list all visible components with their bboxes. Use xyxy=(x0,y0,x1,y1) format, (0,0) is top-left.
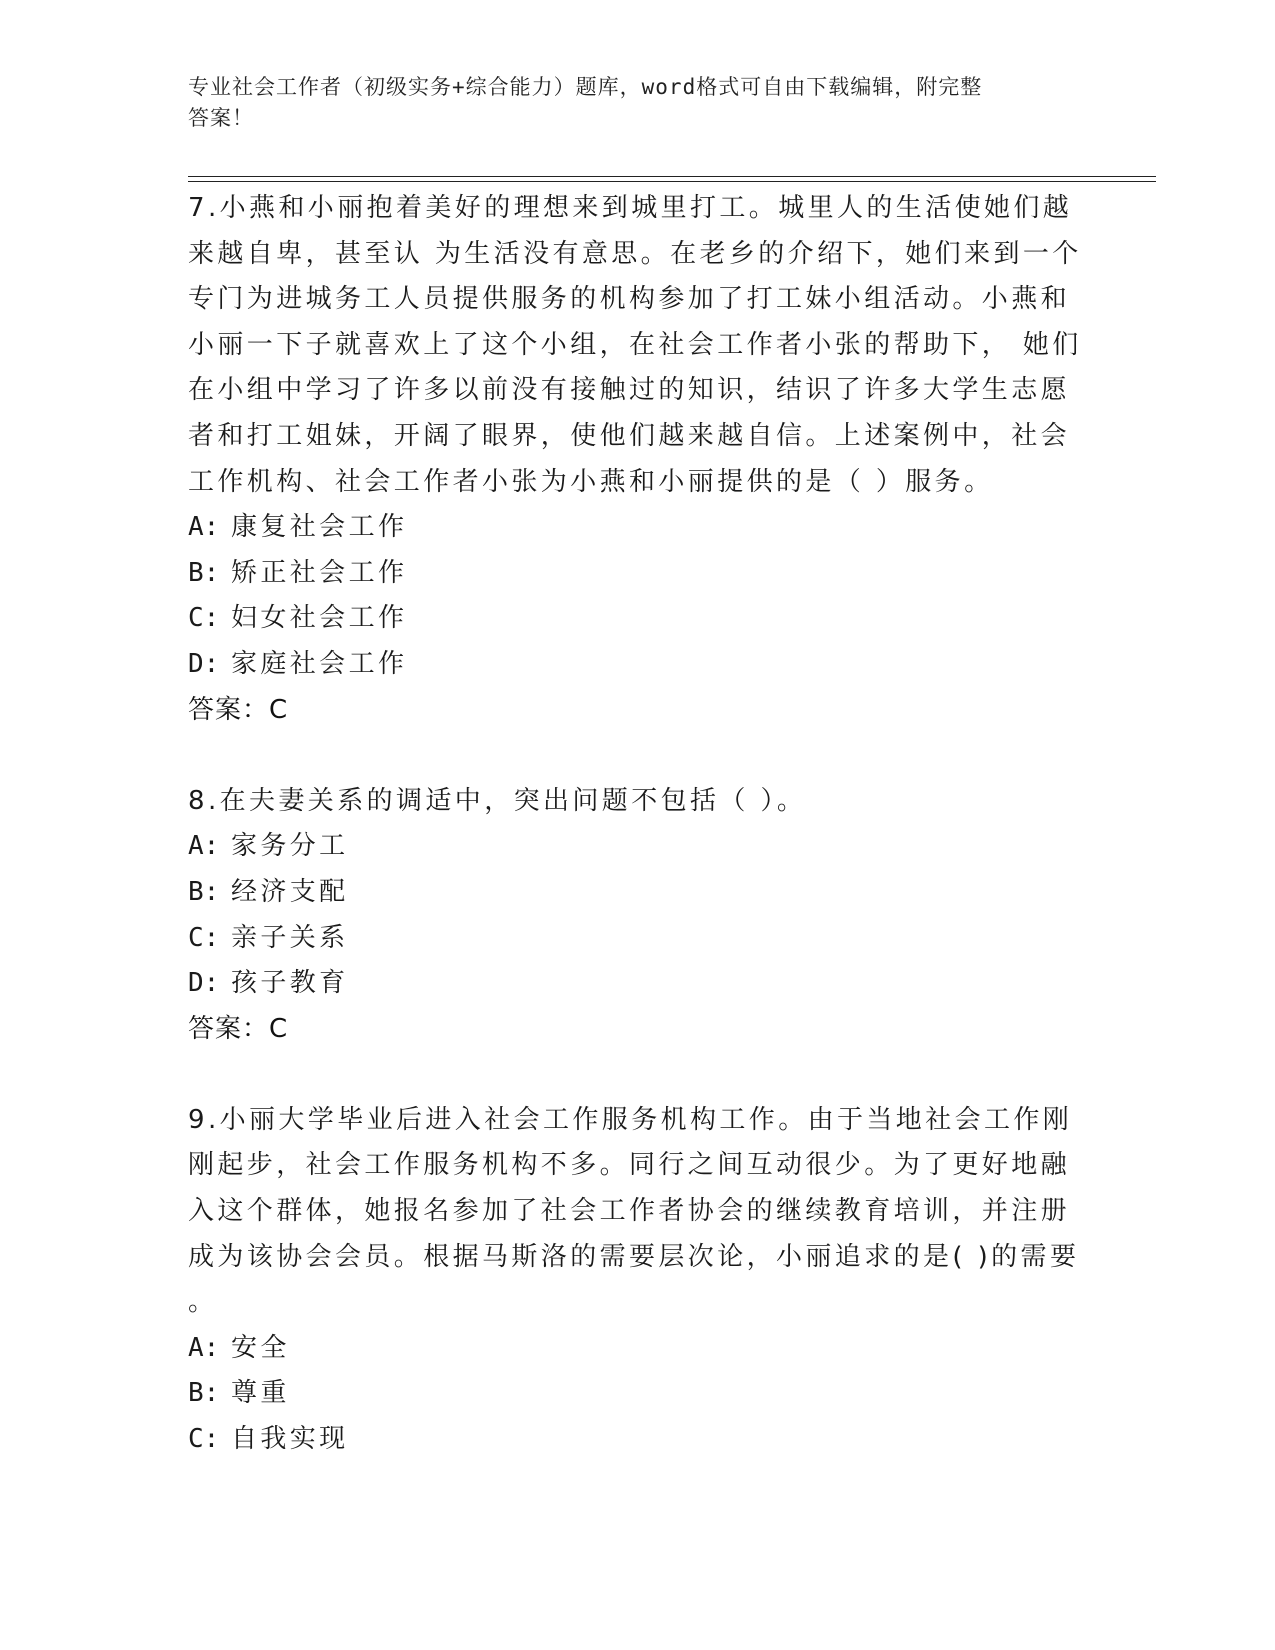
option-c xyxy=(188,916,1088,962)
option-text: 亲子关系 xyxy=(230,922,349,953)
option-letter: A: xyxy=(188,512,220,543)
option-d xyxy=(188,642,1088,688)
question-stem-line: 在小组中学习了许多以前没有接触过的知识，结识了许多大学生志愿 xyxy=(188,375,1071,406)
question-stem-line: 8.在夫妻关系的调适中，突出问题不包括（ ）。 xyxy=(188,785,807,816)
option-text: 自我实现 xyxy=(230,1424,349,1455)
question-stem-line: 专门为进城务工人员提供服务的机构参加了打工妹小组活动。小燕和 xyxy=(188,284,1071,315)
option-text: 孩子教育 xyxy=(230,968,349,999)
question-stem-line: 工作机构、社会工作者小张为小燕和小丽提供的是（ ）服务。 xyxy=(188,466,994,497)
question-stem-line: 入这个群体，她报名参加了社会工作者协会的继续教育培训，并注册 xyxy=(188,1196,1071,1227)
page-header xyxy=(188,72,1088,134)
header-divider-bottom xyxy=(188,181,1156,182)
option-letter: A: xyxy=(188,1332,220,1363)
option-b xyxy=(188,1371,1088,1417)
option-letter: B: xyxy=(188,557,220,588)
option-letter: C: xyxy=(188,1424,220,1455)
question-7 xyxy=(188,186,1088,733)
question-list xyxy=(188,186,1088,1463)
option-b xyxy=(188,870,1088,916)
question-stem-line: 成为该协会会员。根据马斯洛的需要层次论，小丽追求的是( )的需要 xyxy=(188,1241,1080,1272)
option-text: 康复社会工作 xyxy=(230,512,408,543)
option-text: 矫正社会工作 xyxy=(230,557,408,588)
option-a xyxy=(188,824,1088,870)
question-stem-line: 。 xyxy=(188,1287,218,1318)
question-stem-line: 者和打工姐妹，开阔了眼界，使他们越来越自信。上述案例中，社会 xyxy=(188,420,1071,451)
question-stem-line: 来越自卑，甚至认 为生活没有意思。在老乡的介绍下，她们来到一个 xyxy=(188,238,1082,269)
header-title-line-1: 专业社会工作者（初级实务+综合能力）题库，word格式可自由下载编辑，附完整 xyxy=(188,75,983,99)
option-text: 家庭社会工作 xyxy=(230,648,408,679)
option-text: 安全 xyxy=(230,1332,290,1363)
option-letter: D: xyxy=(188,648,220,679)
answer-line: 答案：C xyxy=(188,694,289,725)
answer-line: 答案：C xyxy=(188,1013,289,1044)
option-letter: A: xyxy=(188,831,220,862)
question-stem-line: 7.小燕和小丽抱着美好的理想来到城里打工。城里人的生活使她们越 xyxy=(188,193,1073,223)
header-title-line-2: 答案！ xyxy=(188,106,254,130)
question-8 xyxy=(188,779,1088,1053)
option-text: 妇女社会工作 xyxy=(230,603,408,634)
question-spacer xyxy=(188,733,1088,779)
option-a xyxy=(188,505,1088,551)
header-divider-top xyxy=(188,176,1156,177)
question-9 xyxy=(188,1098,1088,1463)
option-letter: B: xyxy=(188,876,220,907)
option-b xyxy=(188,551,1088,597)
option-text: 尊重 xyxy=(230,1378,290,1409)
option-d xyxy=(188,961,1088,1007)
option-letter: C: xyxy=(188,922,220,953)
question-stem-line: 小丽一下子就喜欢上了这个小组，在社会工作者小张的帮助下， 她们 xyxy=(188,329,1082,360)
option-letter: B: xyxy=(188,1378,220,1409)
option-text: 家务分工 xyxy=(230,831,349,862)
question-stem-line: 9.小丽大学毕业后进入社会工作服务机构工作。由于当地社会工作刚 xyxy=(188,1104,1073,1135)
question-stem-line: 刚起步，社会工作服务机构不多。同行之间互动很少。为了更好地融 xyxy=(188,1150,1071,1181)
option-text: 经济支配 xyxy=(230,876,349,907)
option-letter: D: xyxy=(188,968,220,999)
option-letter: C: xyxy=(188,603,220,634)
option-a xyxy=(188,1326,1088,1372)
question-spacer xyxy=(188,1052,1088,1098)
option-c xyxy=(188,1417,1088,1463)
option-c xyxy=(188,596,1088,642)
